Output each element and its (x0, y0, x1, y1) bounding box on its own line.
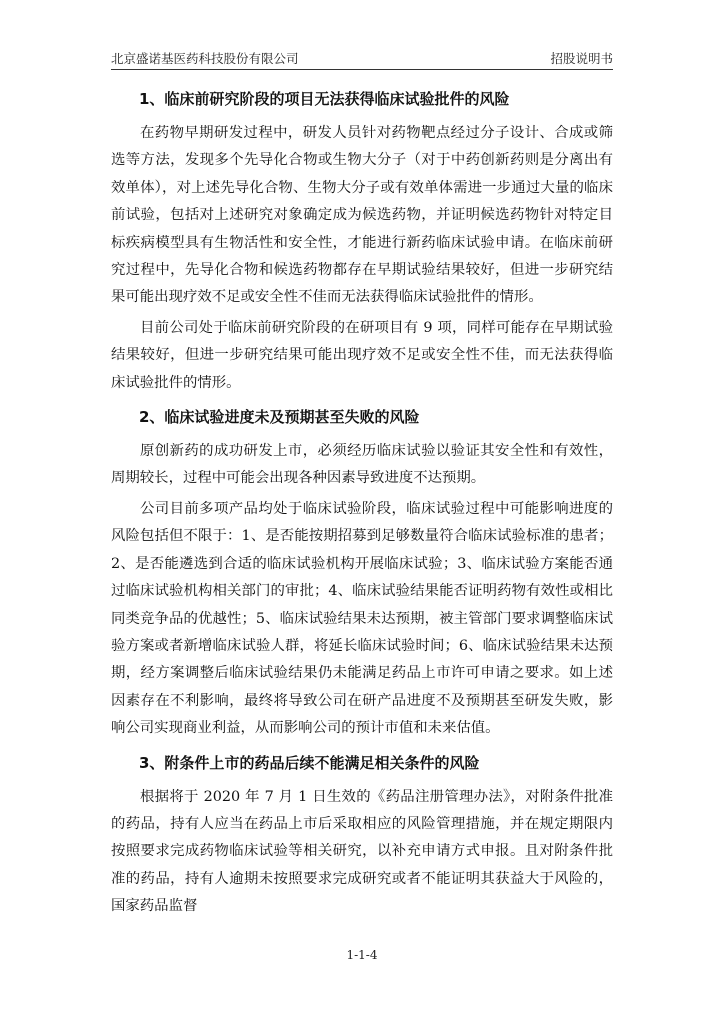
section-heading-2: 2、临床试验进度未及预期甚至失败的风险 (139, 408, 420, 427)
company-name: 北京盛诺基医药科技股份有限公司 (111, 51, 299, 66)
page-number: 1-1-4 (346, 948, 378, 962)
section-heading-3: 3、附条件上市的药品后续不能满足相关条件的风险 (139, 753, 480, 772)
paragraph: 在药物早期研发过程中，研发人员针对药物靶点经过分子设计、合成或筛选等方法，发现多个先导化合物或生物大分子（对于中药创新药则是分离出有效单体），对上述先导化合物、生物大分子或有效单体需进一步通过大量的临床前试验，包括对上述研究对象确定成为候选药物，并证明候选药物针对特定目标疾病模型具有生物活性和安全性，才能进行新药临床试验申请。在临床前研究过程中，先导化合物和候选药物都存在早期试验结果较好，但进一步研究结果可能出现疗效不足或安全性不佳而无法获得临床试验批件的情形。 (111, 125, 613, 306)
header-divider (111, 69, 613, 70)
paragraph: 目前公司处于临床前研究阶段的在研项目有 9 项，同样可能存在早期试验结果较好，但进一步研究结果可能出现疗效不足或安全性不佳，而无法获得临床试验批件的情形。 (111, 319, 613, 391)
page-header (111, 49, 613, 71)
paragraph: 根据将于 2020 年 7 月 1 日生效的《药品注册管理办法》，对附条件批准的药品，持有人应当在药品上市后采取相应的风险管理措施，并在规定期限内按照要求完成药物临床试验等相关研究，以补充申请方式申报。且对附条件批准的药品，持有人逾期未按照要求完成研究或者不能证明其获益大于风险的，国家药品监督 (111, 788, 613, 915)
paragraph: 原创新药的成功研发上市，必须经历临床试验以验证其安全性和有效性，周期较长，过程中可能会出现各种因素导致进度不达预期。 (111, 443, 613, 487)
document-type: 招股说明书 (550, 51, 613, 66)
paragraph: 公司目前多项产品均处于临床试验阶段，临床试验过程中可能影响进度的风险包括但不限于：1、是否能按期招募到足够数量符合临床试验标准的患者；2、是否能遴选到合适的临床试验机构开展临床试验；3、临床试验方案能否通过临床试验机构相关部门的审批；4、临床试验结果能否证明药物有效性或相比同类竞争品的优越性；5、临床试验结果未达预期，被主管部门要求调整临床试验方案或者新增临床试验人群，将延长临床试验时间；6、临床试验结果未达预期，经方案调整后临床试验结果仍未能满足药品上市许可申请之要求。如上述因素存在不利影响，最终将导致公司在研产品进度不及预期甚至研发失败，影响公司实现商业利益，从而影响公司的预计市值和未来估值。 (111, 500, 613, 737)
document-body (111, 86, 613, 921)
section-heading-1: 1、临床前研究阶段的项目无法获得临床试验批件的风险 (139, 90, 510, 108)
